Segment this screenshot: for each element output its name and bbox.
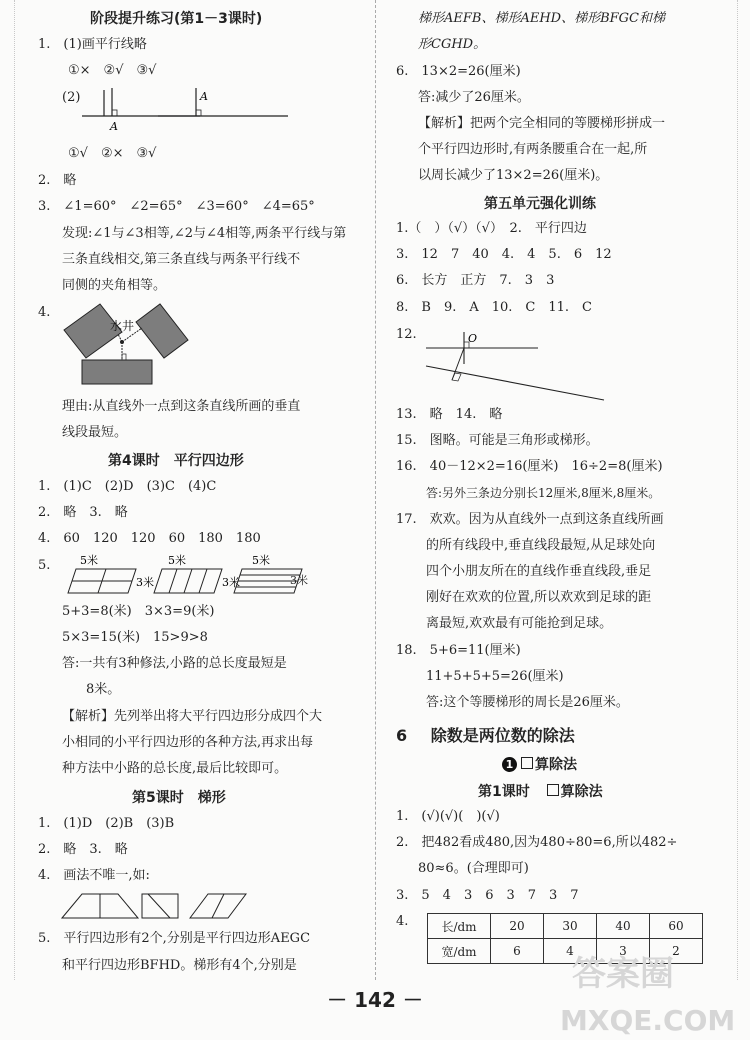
watermark-logo: 答案圈	[572, 954, 674, 994]
answer-line: 13. 略 14. 略	[396, 407, 503, 422]
answer-line: 发现:∠1与∠3相等,∠2与∠4相等,两条平行线与第	[62, 226, 347, 241]
svg-text:O: O	[468, 332, 478, 345]
answer-line: 8米。	[86, 682, 121, 697]
answer-line: 3. ∠1=60° ∠2=65° ∠3=60° ∠4=65°	[38, 199, 315, 214]
chapter-number: 6	[396, 726, 408, 745]
answer-line: 1. (1)D (2)B (3)B	[38, 816, 175, 831]
answer-line: 同侧的夹角相等。	[62, 278, 167, 293]
answer-line: (2)	[62, 90, 81, 105]
answer-line: 5+3=8(米) 3×3=9(米)	[62, 604, 215, 619]
section-number-badge: 1	[502, 757, 517, 772]
svg-text:A: A	[200, 90, 208, 103]
answer-line: 刚好在欢欢的位置,所以欢欢到足球的距	[426, 590, 652, 605]
answer-line: 1.（ ）（√）（√） 2. 平行四边	[396, 221, 587, 236]
left-margin-line	[14, 0, 15, 980]
answer-line: 答:这个等腰梯形的周长是26厘米。	[426, 695, 629, 710]
answer-line: 5.	[38, 558, 51, 573]
lesson-heading-trapezoid: 第5课时 梯形	[132, 790, 226, 806]
answer-line: 答:减少了26厘米。	[418, 90, 530, 105]
table-cell: 30	[544, 914, 597, 939]
lesson-heading	[478, 781, 603, 801]
answer-line: 4. 60 120 120 60 180 180	[38, 531, 261, 546]
watermark-url: MXQE.COM	[560, 1004, 736, 1037]
answer-line: 答:另外三条边分别长12厘米,8厘米,8厘米。	[426, 486, 661, 500]
answer-line: 15. 图略。可能是三角形或梯形。	[396, 433, 599, 448]
answer-line: 2. 略 3. 略	[38, 842, 128, 857]
trapezoid-division-figure	[60, 890, 250, 922]
table-cell: 6	[491, 939, 544, 964]
answer-line: 答:一共有3种修法,小路的总长度最短是	[62, 656, 287, 671]
answer-line: 3. 5 4 3 6 3 7 3 7	[396, 888, 579, 903]
answer-line: 种方法中小路的总长度,最后比较即可。	[62, 761, 288, 776]
right-margin-line	[737, 0, 738, 980]
answer-line: 形CGHD。	[418, 37, 487, 52]
unit-heading: 第五单元强化训练	[484, 196, 596, 212]
answer-line: 4.	[38, 305, 51, 320]
table-cell: 60	[650, 914, 703, 939]
answer-line: 5×3=15(米) 15>9>8	[62, 630, 208, 645]
page-number: － 142 －	[327, 988, 423, 1012]
table-cell: 20	[491, 914, 544, 939]
lesson-title: 算除法	[560, 784, 603, 800]
answer-line: 线段最短。	[62, 425, 128, 440]
blank-box-icon	[547, 784, 559, 796]
answer-line: 理由:从直线外一点到这条直线所画的垂直	[62, 399, 301, 414]
answer-line: 1. (1)画平行线略	[38, 37, 147, 52]
table-cell: 3	[597, 939, 650, 964]
answer-line: 5. 平行四边形有2个,分别是平行四边形AEGC	[38, 931, 311, 946]
answer-line: ①× ②√ ③√	[68, 63, 157, 78]
answer-line: 8. B 9. A 10. C 11. C	[396, 300, 592, 315]
table-cell: 长/dm	[428, 914, 491, 939]
answer-line: 3. 12 7 40 4. 4 5. 6 12	[396, 247, 612, 262]
svg-text:3米: 3米	[222, 576, 240, 589]
chapter-heading	[396, 723, 575, 746]
answer-line: 1. (1)C (2)D (3)C (4)C	[38, 479, 217, 494]
table-cell: 2	[650, 939, 703, 964]
answer-line: 18. 5+6=11(厘米)	[396, 643, 521, 658]
answer-line: 17. 欢欢。因为从直线外一点到这条直线所画	[396, 512, 664, 527]
answer-line: 11+5+5+5=26(厘米)	[426, 669, 564, 684]
answer-line: 三条直线相交,第三条直线与两条平行线不	[62, 252, 301, 267]
answer-line: 小相同的小平行四边形的各种方法,再求出每	[62, 735, 314, 750]
answer-line: 以周长减少了13×2=26(厘米)。	[418, 168, 609, 183]
answer-line: 4.	[396, 914, 409, 929]
answer-line: 四个小朋友所在的直线作垂直线段,垂足	[426, 564, 652, 579]
table-cell: 宽/dm	[428, 939, 491, 964]
answer-line: 6. 长方 正方 7. 3 3	[396, 273, 555, 288]
section-heading-stage: 阶段提升练习(第1－3课时)	[90, 11, 263, 27]
svg-text:A: A	[110, 120, 118, 133]
svg-text:3米: 3米	[136, 576, 154, 589]
table-cell: 40	[597, 914, 650, 939]
answer-line: 4. 画法不唯一,如:	[38, 868, 150, 883]
answer-line: 的所有线段中,垂直线段最短,从足球处向	[426, 538, 656, 553]
answer-line: 12.	[396, 327, 417, 342]
answer-line: 2. 略	[38, 173, 77, 188]
blank-box-icon	[521, 757, 533, 769]
answer-line: ①√ ②× ③√	[68, 146, 157, 161]
parallelogram-paths-figure	[58, 553, 308, 598]
answer-line: 【解析】把两个完全相同的等腰梯形拼成一	[418, 116, 666, 131]
perpendicular-from-point-figure	[418, 326, 608, 402]
svg-text:5米: 5米	[168, 554, 186, 567]
answer-line: 梯形AEFB、梯形AEHD、梯形BFGC和梯	[418, 11, 665, 26]
dimension-label: 3米	[290, 574, 308, 587]
answer-line: 离最短,欢欢最有可能抢到足球。	[426, 616, 613, 631]
answer-line: 【解析】先列举出将大平行四边形分成四个大	[62, 709, 323, 724]
lesson-heading-parallelogram: 第4课时 平行四边形	[108, 453, 244, 469]
svg-text:5米: 5米	[80, 554, 98, 567]
svg-text:5米: 5米	[252, 554, 270, 567]
answer-line: 和平行四边形BFHD。梯形有4个,分别是	[62, 958, 297, 973]
answer-line: 80≈6。(合理即可)	[418, 861, 529, 876]
answer-line: 2. 略 3. 略	[38, 505, 128, 520]
table-row	[428, 914, 703, 939]
answer-line: 2. 把482看成480,因为480÷80=6,所以482÷	[396, 835, 678, 850]
well-figure	[60, 300, 190, 390]
table-cell: 4	[544, 939, 597, 964]
well-label: 水井	[110, 319, 135, 333]
chapter-title: 除数是两位数的除法	[430, 726, 575, 745]
answer-line: 个平行四边形时,有两条腰重合在一起,所	[418, 142, 648, 157]
answer-line: 16. 40－12×2=16(厘米) 16÷2=8(厘米)	[396, 459, 663, 474]
section-heading	[502, 754, 577, 774]
perpendicular-line-figure	[78, 84, 318, 134]
lesson-prefix: 第1课时	[478, 784, 530, 800]
answer-line: 1. (√)(√)( )(√)	[396, 809, 500, 824]
section-title: 算除法	[535, 757, 577, 773]
column-divider	[375, 0, 376, 980]
answer-line: 6. 13×2=26(厘米)	[396, 64, 521, 79]
